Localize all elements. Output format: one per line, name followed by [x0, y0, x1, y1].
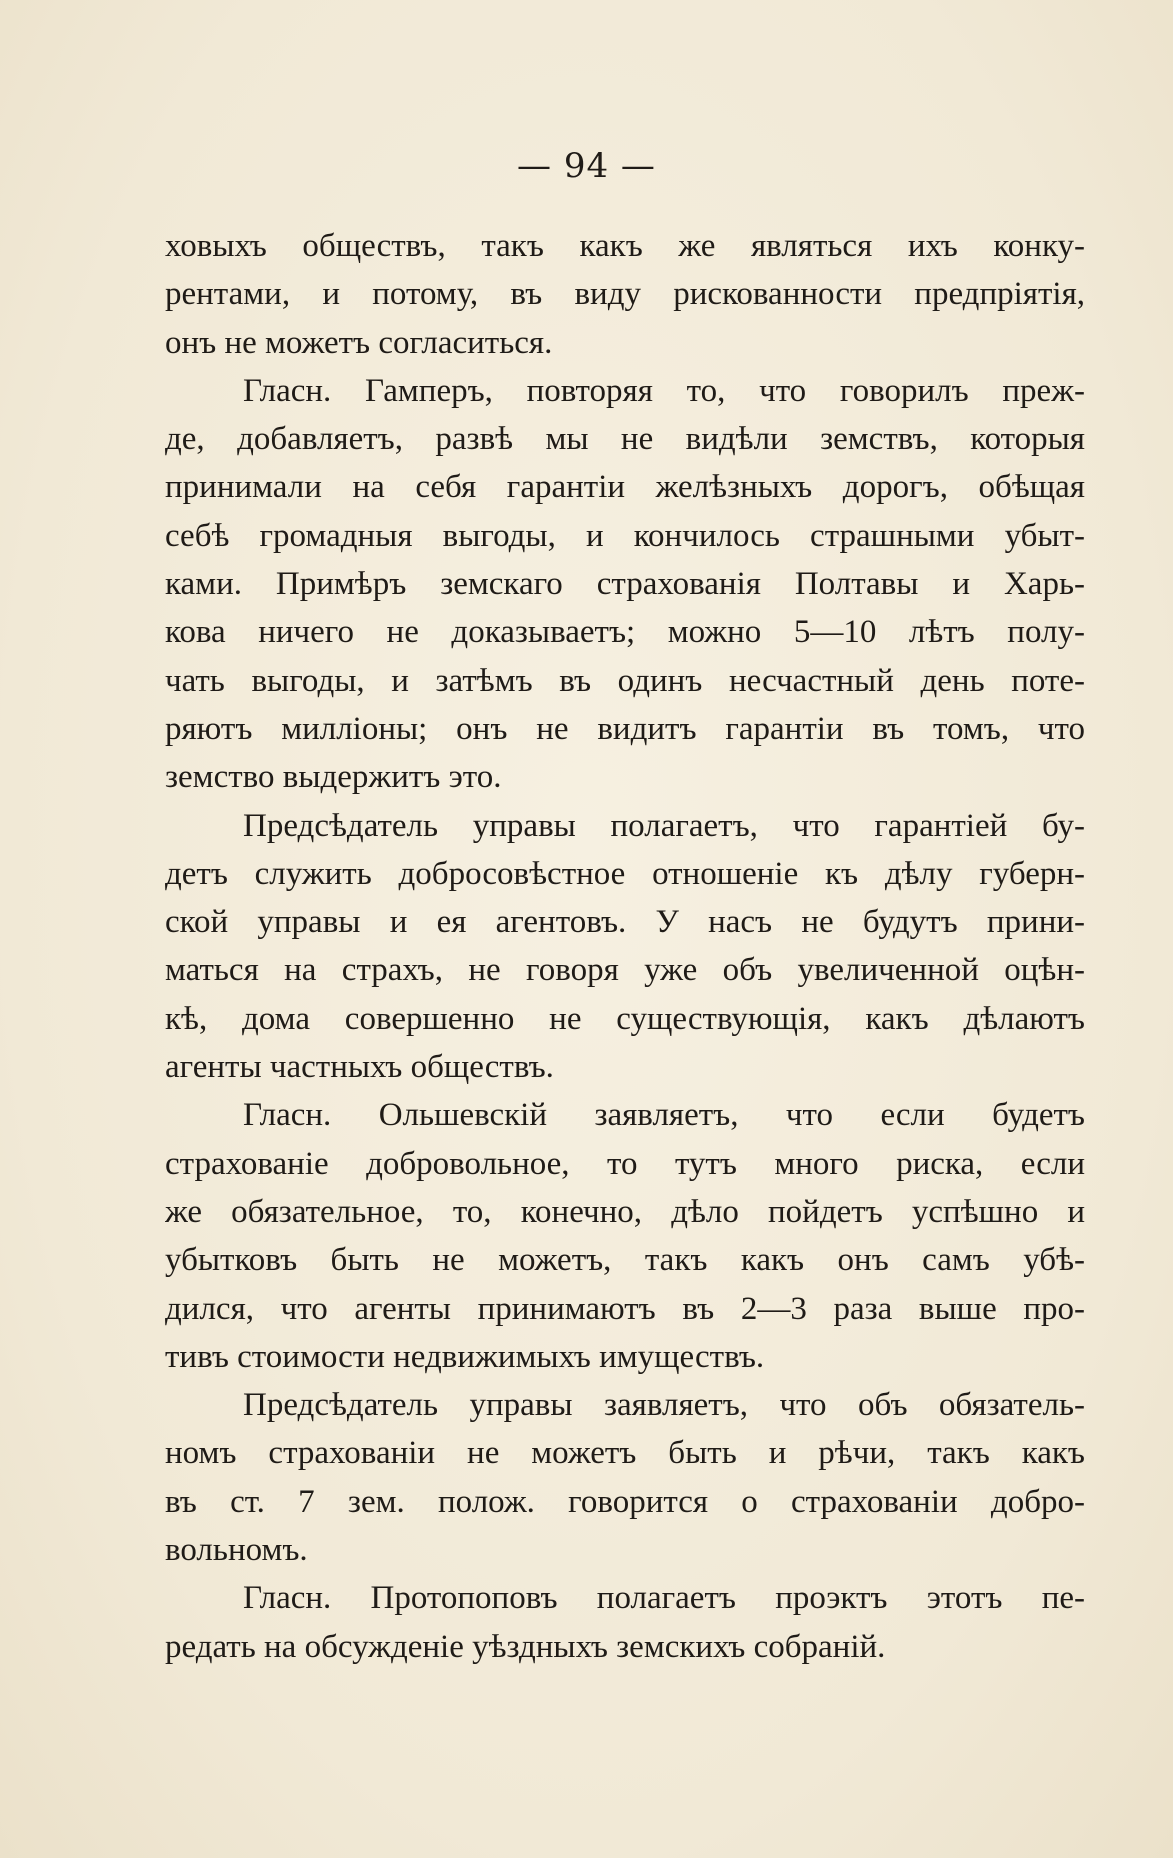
text-line: номъ страхованіи не можетъ быть и рѣчи, такъ какъ	[165, 1435, 1085, 1472]
text-line: ряютъ милліоны; онъ не видитъ гарантіи въ томъ, что	[165, 710, 1085, 747]
text-line: онъ не можетъ согласиться.	[165, 324, 553, 361]
text-line: земство выдержитъ это.	[165, 759, 502, 796]
text-line: редать на обсужденіе уѣздныхъ земскихъ собраній.	[165, 1628, 886, 1665]
text-line: чать выгоды, и затѣмъ въ одинъ несчастный день поте-	[165, 662, 1085, 699]
text-line: себѣ громадныя выгоды, и кончилось страшными убыт-	[165, 517, 1085, 554]
text-line: ской управы и ея агентовъ. У насъ не будутъ прини-	[165, 904, 1085, 941]
page-number: — 94 —	[517, 146, 656, 186]
body-text	[165, 222, 1085, 1671]
text-line: принимали на себя гарантіи желѣзныхъ дорогъ, обѣщая	[165, 469, 1085, 506]
text-line: въ ст. 7 зем. полож. говорится о страхованіи добро-	[165, 1483, 1085, 1520]
text-line: ками. Примѣръ земскаго страхованія Полтавы и Харь-	[165, 566, 1085, 603]
text-line: тивъ стоимости недвижимыхъ имуществъ.	[165, 1338, 765, 1375]
text-line: рентами, и потому, въ виду рискованности предпріятія,	[165, 276, 1085, 313]
text-line: Предсѣдатель управы полагаетъ, что гарантіей бу-	[243, 807, 1085, 844]
text-line: де, добавляетъ, развѣ мы не видѣли земствъ, которыя	[165, 421, 1085, 458]
text-line: агенты частныхъ обществъ.	[165, 1049, 554, 1086]
text-line: же обязательное, то, конечно, дѣло пойдетъ успѣшно и	[165, 1193, 1085, 1230]
text-line: убытковъ быть не можетъ, такъ какъ онъ самъ убѣ-	[165, 1242, 1085, 1279]
text-line: Предсѣдатель управы заявляетъ, что объ обязатель-	[243, 1387, 1085, 1424]
text-line: Гласн. Гамперъ, повторяя то, что говорилъ преж-	[243, 372, 1085, 409]
text-line: маться на страхъ, не говоря уже объ увеличенной оцѣн-	[165, 952, 1085, 989]
text-line: детъ служить добросовѣстное отношеніе къ дѣлу губерн-	[165, 855, 1085, 892]
text-line: Гласн. Протопоповъ полагаетъ проэктъ этотъ пе-	[243, 1580, 1085, 1617]
text-line: страхованіе добровольное, то тутъ много риска, если	[165, 1145, 1085, 1182]
text-line: вольномъ.	[165, 1532, 308, 1569]
text-line: Гласн. Ольшевскій заявляетъ, что если будетъ	[243, 1097, 1085, 1134]
text-line: дился, что агенты принимаютъ въ 2—3 раза выше про-	[165, 1290, 1085, 1327]
text-line: кѣ, дома совершенно не существующія, какъ дѣлаютъ	[165, 1000, 1085, 1037]
text-line: ховыхъ обществъ, такъ какъ же являться ихъ конку-	[165, 228, 1085, 264]
text-line: кова ничего не доказываетъ; можно 5—10 лѣтъ полу-	[165, 614, 1085, 651]
